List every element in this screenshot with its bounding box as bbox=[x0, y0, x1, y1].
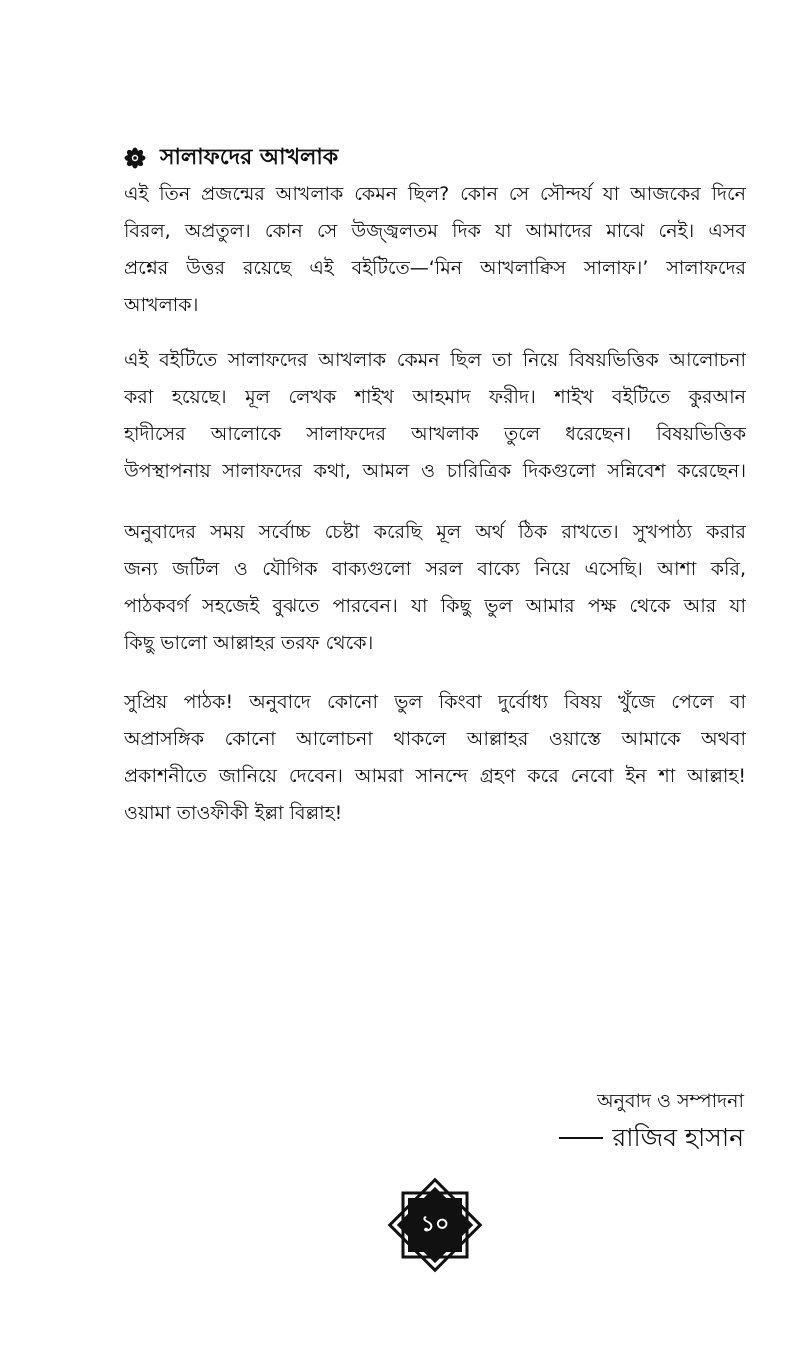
signature-dash bbox=[559, 1137, 603, 1139]
paragraph-translation-note bbox=[124, 514, 746, 662]
page-number-badge bbox=[386, 1176, 484, 1274]
paragraph-line: অনুবাদের সময় সর্বোচ্চ চেষ্টা করেছি মূল অর্থ ঠিক রাখতে। সুখপাঠ্য করার bbox=[124, 521, 746, 543]
paragraph-line: করা হয়েছে। মূল লেখক শাইখ আহমাদ ফরীদ। শাইখ বইটিতে কুরআন bbox=[124, 386, 746, 408]
paragraph-line: হাদীসের আলোকে সালাফদের আখলাক তুলে ধরেছেন। বিষয়ভিত্তিক bbox=[124, 423, 746, 445]
page-number: ১০ bbox=[420, 1211, 450, 1237]
paragraph-intro bbox=[124, 176, 746, 324]
paragraph-line: পাঠকবর্গ সহজেই বুঝতে পারবেন। যা কিছু ভুল আমার পক্ষ থেকে আর যা bbox=[124, 595, 746, 617]
paragraph-line: অপ্রাসঙ্গিক কোনো আলোচনা থাকলে আল্লাহর ওয়াস্তে আমাকে অথবা bbox=[124, 728, 746, 750]
section-title: সালাফদের আখলাক bbox=[160, 145, 339, 170]
paragraph-line: এই তিন প্রজন্মের আখলাক কেমন ছিল? কোন সে সৌন্দর্য যা আজকের দিনে bbox=[124, 183, 746, 205]
paragraph-reader-request bbox=[124, 684, 746, 832]
paragraph-line: সুপ্রিয় পাঠক! অনুবাদে কোনো ভুল কিংবা দুর্বোধ্য বিষয় খুঁজে পেলে বা bbox=[124, 691, 746, 713]
paragraph-line: কিছু ভালো আল্লাহর তরফ থেকে। bbox=[124, 632, 374, 654]
paragraph-line: ওয়ামা তাওফীকী ইল্লা বিল্লাহ! bbox=[124, 802, 343, 824]
section-heading bbox=[124, 140, 338, 176]
paragraph-about-book bbox=[124, 342, 746, 490]
signature-name: রাজিব হাসান bbox=[612, 1123, 744, 1152]
paragraph-line: বিরল, অপ্রতুল। কোন সে উজ্জ্বলতম দিক যা আমাদের মাঝে নেই। এসব bbox=[124, 220, 746, 242]
paragraph-line: প্রশ্নের উত্তর রয়েছে এই বইটিতে—‘মিন আখলাক্বিস সালাফ।’ সালাফদের bbox=[124, 257, 746, 279]
paragraph-line: প্রকাশনীতে জানিয়ে দেবেন। আমরা সানন্দে গ্রহণ করে নেবো ইন শা আল্লাহ! bbox=[124, 765, 746, 787]
signature-role: অনুবাদ ও সম্পাদনা bbox=[597, 1090, 744, 1112]
translator-signature bbox=[559, 1086, 744, 1156]
flower-ornament-icon bbox=[124, 147, 146, 169]
paragraph-line: উপস্থাপনায় সালাফদের কথা, আমল ও চারিত্রিক দিকগুলো সন্নিবেশ করেছেন। bbox=[124, 460, 746, 482]
paragraph-line: জন্য জটিল ও যৌগিক বাক্যগুলো সরল বাক্যে নিয়ে এসেছি। আশা করি, bbox=[124, 558, 746, 580]
paragraph-line: এই বইটিতে সালাফদের আখলাক কেমন ছিল তা নিয়ে বিষয়ভিত্তিক আলোচনা bbox=[124, 349, 746, 371]
signature-name-row bbox=[559, 1120, 744, 1156]
paragraph-line: আখলাক। bbox=[124, 294, 199, 316]
